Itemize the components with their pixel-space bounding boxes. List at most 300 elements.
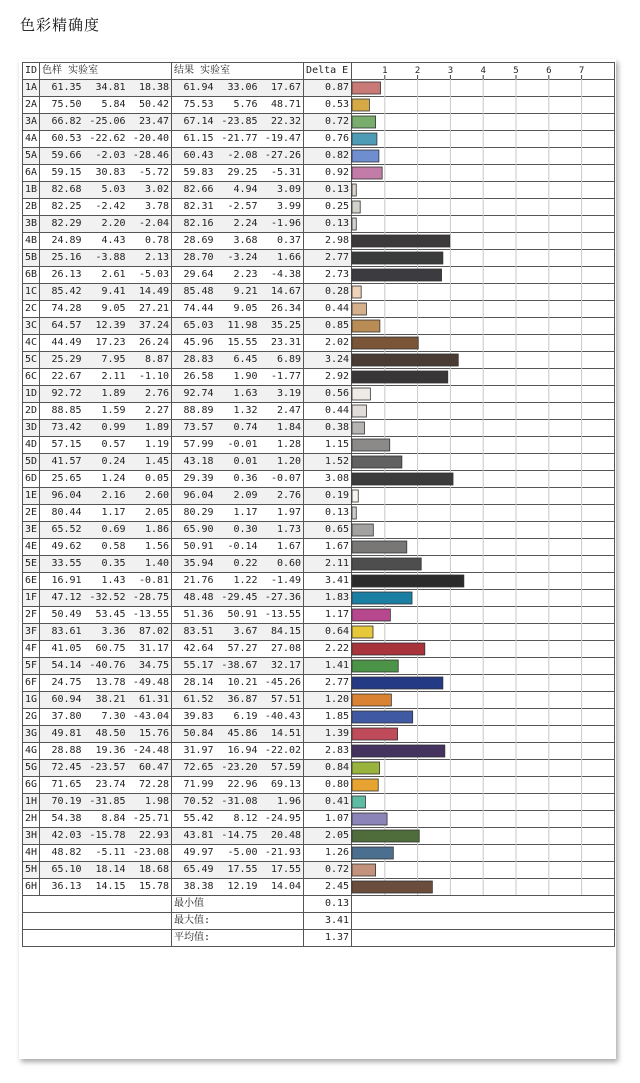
row-id: 3A: [23, 114, 40, 131]
delta-e-value: 3.08: [304, 471, 352, 488]
result-lab-value: 50.84: [172, 726, 216, 743]
sample-lab-value: 48.82: [40, 845, 84, 862]
sample-lab-value: 1.17: [84, 505, 128, 522]
tick-label: 3: [447, 66, 454, 76]
result-lab-value: 72.65: [172, 760, 216, 777]
sample-lab-value: 53.45: [84, 607, 128, 624]
row-id: 4D: [23, 437, 40, 454]
bar: [352, 507, 356, 519]
bar: [352, 881, 432, 893]
bar: [352, 235, 450, 247]
result-lab-value: 70.52: [172, 794, 216, 811]
result-lab-value: 14.51: [260, 726, 304, 743]
sample-lab-value: 12.39: [84, 318, 128, 335]
bar: [352, 320, 380, 332]
result-lab-value: 38.38: [172, 879, 216, 896]
sample-lab-value: 2.27: [128, 403, 172, 420]
delta-e-value: 1.41: [304, 658, 352, 675]
row-id: 2C: [23, 301, 40, 318]
bar: [352, 405, 366, 417]
row-id: 4C: [23, 335, 40, 352]
row-id: 4A: [23, 131, 40, 148]
sample-lab-value: -0.81: [128, 573, 172, 590]
result-lab-value: -40.43: [260, 709, 304, 726]
sample-lab-value: 1.86: [128, 522, 172, 539]
row-id: 6A: [23, 165, 40, 182]
summary-label: 最大值:: [172, 913, 304, 930]
sample-lab-value: 42.03: [40, 828, 84, 845]
result-lab-value: 1.66: [260, 250, 304, 267]
result-lab-value: -0.07: [260, 471, 304, 488]
summary-value: 0.13: [304, 896, 352, 913]
sample-lab-value: -1.10: [128, 369, 172, 386]
result-lab-value: -23.85: [216, 114, 260, 131]
bar: [352, 592, 412, 604]
result-lab-value: 4.94: [216, 182, 260, 199]
sample-lab-value: 48.50: [84, 726, 128, 743]
result-lab-value: 96.04: [172, 488, 216, 505]
result-lab-value: 85.48: [172, 284, 216, 301]
result-lab-value: 22.32: [260, 114, 304, 131]
result-lab-value: 74.44: [172, 301, 216, 318]
result-lab-value: -27.36: [260, 590, 304, 607]
row-id: 3G: [23, 726, 40, 743]
sample-lab-value: 80.44: [40, 505, 84, 522]
row-id: 4F: [23, 641, 40, 658]
result-lab-value: 12.19: [216, 879, 260, 896]
delta-e-value: 0.44: [304, 403, 352, 420]
result-lab-value: 61.15: [172, 131, 216, 148]
result-lab-value: 33.06: [216, 80, 260, 97]
sample-lab-value: 26.24: [128, 335, 172, 352]
sample-lab-value: 60.53: [40, 131, 84, 148]
sample-lab-value: 87.02: [128, 624, 172, 641]
bar: [352, 473, 453, 485]
result-lab-value: -2.08: [216, 148, 260, 165]
result-lab-value: 17.55: [216, 862, 260, 879]
bar: [352, 167, 382, 179]
result-lab-value: -0.01: [216, 437, 260, 454]
delta-e-value: 2.45: [304, 879, 352, 896]
bar: [352, 779, 378, 791]
result-lab-value: 1.17: [216, 505, 260, 522]
sample-lab-value: 7.95: [84, 352, 128, 369]
sample-lab-value: 41.05: [40, 641, 84, 658]
bar: [352, 371, 448, 383]
result-lab-value: 2.24: [216, 216, 260, 233]
sample-lab-value: 17.23: [84, 335, 128, 352]
sample-lab-value: 66.82: [40, 114, 84, 131]
result-lab-value: 35.94: [172, 556, 216, 573]
result-lab-value: 61.52: [172, 692, 216, 709]
result-lab-value: 14.67: [260, 284, 304, 301]
sample-lab-value: 49.62: [40, 539, 84, 556]
delta-e-value: 0.72: [304, 114, 352, 131]
sample-lab-value: -28.75: [128, 590, 172, 607]
sample-lab-value: 50.42: [128, 97, 172, 114]
result-lab-value: 92.74: [172, 386, 216, 403]
result-lab-value: 1.28: [260, 437, 304, 454]
sample-lab-value: 1.56: [128, 539, 172, 556]
result-lab-value: -38.67: [216, 658, 260, 675]
sample-lab-value: 92.72: [40, 386, 84, 403]
result-lab-value: 75.53: [172, 97, 216, 114]
result-lab-value: -14.75: [216, 828, 260, 845]
sample-lab-value: 88.85: [40, 403, 84, 420]
sample-lab-value: 60.75: [84, 641, 128, 658]
sample-lab-value: -15.78: [84, 828, 128, 845]
result-lab-value: 45.96: [172, 335, 216, 352]
result-lab-value: 0.60: [260, 556, 304, 573]
sample-lab-value: 22.93: [128, 828, 172, 845]
sample-lab-value: 37.80: [40, 709, 84, 726]
result-lab-value: 42.64: [172, 641, 216, 658]
row-id: 5C: [23, 352, 40, 369]
result-lab-value: 2.76: [260, 488, 304, 505]
result-lab-value: 2.47: [260, 403, 304, 420]
bar: [352, 660, 398, 672]
result-lab-value: 28.83: [172, 352, 216, 369]
result-lab-value: 3.09: [260, 182, 304, 199]
result-lab-value: 49.97: [172, 845, 216, 862]
bar: [352, 609, 390, 621]
sample-lab-value: 83.61: [40, 624, 84, 641]
sample-lab-value: 1.45: [128, 454, 172, 471]
result-lab-value: -5.31: [260, 165, 304, 182]
sample-lab-value: -49.48: [128, 675, 172, 692]
result-lab-value: -2.57: [216, 199, 260, 216]
header-sample-lab: 色样 实验室: [40, 63, 172, 80]
sample-lab-value: 14.15: [84, 879, 128, 896]
bar: [352, 677, 443, 689]
result-lab-value: 5.76: [216, 97, 260, 114]
sample-lab-value: 0.78: [128, 233, 172, 250]
result-lab-value: -24.95: [260, 811, 304, 828]
result-lab-value: -3.24: [216, 250, 260, 267]
bar: [352, 575, 464, 587]
delta-e-value: 0.80: [304, 777, 352, 794]
result-lab-value: 83.51: [172, 624, 216, 641]
sample-lab-value: 2.20: [84, 216, 128, 233]
sample-lab-value: 50.49: [40, 607, 84, 624]
row-id: 6B: [23, 267, 40, 284]
bar: [352, 745, 445, 757]
row-id: 3C: [23, 318, 40, 335]
row-id: 6D: [23, 471, 40, 488]
sample-lab-value: 2.05: [128, 505, 172, 522]
bar: [352, 150, 379, 162]
sample-lab-value: 41.57: [40, 454, 84, 471]
result-lab-value: -27.26: [260, 148, 304, 165]
sample-lab-value: 15.78: [128, 879, 172, 896]
delta-e-value: 0.87: [304, 80, 352, 97]
sample-lab-value: -28.46: [128, 148, 172, 165]
sample-lab-value: 54.14: [40, 658, 84, 675]
bar: [352, 133, 377, 145]
delta-e-value: 1.39: [304, 726, 352, 743]
result-lab-value: -29.45: [216, 590, 260, 607]
row-id: 6F: [23, 675, 40, 692]
bar: [352, 762, 380, 774]
result-lab-value: 32.17: [260, 658, 304, 675]
sample-lab-value: 74.28: [40, 301, 84, 318]
bar: [352, 728, 398, 740]
result-lab-value: 84.15: [260, 624, 304, 641]
sample-lab-value: 3.36: [84, 624, 128, 641]
sample-lab-value: 1.98: [128, 794, 172, 811]
result-lab-value: 67.14: [172, 114, 216, 131]
sample-lab-value: 2.11: [84, 369, 128, 386]
bar: [352, 184, 356, 196]
bar: [352, 643, 425, 655]
bar: [352, 218, 356, 230]
bar: [352, 99, 369, 111]
result-lab-value: 82.16: [172, 216, 216, 233]
delta-e-value: 2.98: [304, 233, 352, 250]
sample-lab-value: -5.03: [128, 267, 172, 284]
sample-lab-value: 60.94: [40, 692, 84, 709]
sample-lab-value: -40.76: [84, 658, 128, 675]
result-lab-value: 43.81: [172, 828, 216, 845]
result-lab-value: 29.64: [172, 267, 216, 284]
sample-lab-value: 2.16: [84, 488, 128, 505]
row-id: 5H: [23, 862, 40, 879]
bar: [352, 456, 402, 468]
result-lab-value: 1.22: [216, 573, 260, 590]
sample-lab-value: -2.42: [84, 199, 128, 216]
row-id: 2G: [23, 709, 40, 726]
delta-e-value: 0.13: [304, 182, 352, 199]
result-lab-value: 71.99: [172, 777, 216, 794]
sample-lab-value: 7.30: [84, 709, 128, 726]
result-lab-value: 23.31: [260, 335, 304, 352]
row-id: 3E: [23, 522, 40, 539]
result-lab-value: 69.13: [260, 777, 304, 794]
sample-lab-value: 27.21: [128, 301, 172, 318]
delta-e-value: 2.05: [304, 828, 352, 845]
result-lab-value: -4.38: [260, 267, 304, 284]
sample-lab-value: 23.47: [128, 114, 172, 131]
row-id: 6C: [23, 369, 40, 386]
result-lab-value: 6.89: [260, 352, 304, 369]
sample-lab-value: 25.16: [40, 250, 84, 267]
row-id: 5B: [23, 250, 40, 267]
sample-lab-value: 85.42: [40, 284, 84, 301]
sample-lab-value: 22.67: [40, 369, 84, 386]
delta-e-value: 2.22: [304, 641, 352, 658]
row-id: 5D: [23, 454, 40, 471]
row-id: 1D: [23, 386, 40, 403]
bar: [352, 82, 381, 94]
result-lab-value: 0.01: [216, 454, 260, 471]
sample-lab-value: 18.38: [128, 80, 172, 97]
result-lab-value: -45.26: [260, 675, 304, 692]
row-id: 1B: [23, 182, 40, 199]
result-lab-value: 1.84: [260, 420, 304, 437]
delta-e-value: 0.76: [304, 131, 352, 148]
sample-lab-value: 19.36: [84, 743, 128, 760]
result-lab-value: -23.20: [216, 760, 260, 777]
result-lab-value: 8.12: [216, 811, 260, 828]
result-lab-value: -0.14: [216, 539, 260, 556]
result-lab-value: 28.70: [172, 250, 216, 267]
result-lab-value: 15.55: [216, 335, 260, 352]
delta-e-value: 0.72: [304, 862, 352, 879]
row-id: 1C: [23, 284, 40, 301]
bar: [352, 422, 364, 434]
result-lab-value: 50.91: [172, 539, 216, 556]
delta-e-value: 1.15: [304, 437, 352, 454]
page-title: 色彩精确度: [20, 16, 101, 34]
delta-e-value: 0.53: [304, 97, 352, 114]
sample-lab-value: 4.43: [84, 233, 128, 250]
result-lab-value: -21.93: [260, 845, 304, 862]
result-lab-value: 1.90: [216, 369, 260, 386]
delta-e-value: 3.24: [304, 352, 352, 369]
result-lab-value: -1.96: [260, 216, 304, 233]
result-lab-value: 45.86: [216, 726, 260, 743]
summary-label: 平均值:: [172, 930, 304, 947]
result-lab-value: 0.22: [216, 556, 260, 573]
sample-lab-value: 2.60: [128, 488, 172, 505]
result-lab-value: 57.51: [260, 692, 304, 709]
sample-lab-value: 26.13: [40, 267, 84, 284]
sample-lab-value: 28.88: [40, 743, 84, 760]
delta-e-value: 0.85: [304, 318, 352, 335]
row-id: 4B: [23, 233, 40, 250]
delta-e-value: 0.92: [304, 165, 352, 182]
sample-lab-value: -22.62: [84, 131, 128, 148]
result-lab-value: 3.67: [216, 624, 260, 641]
result-lab-value: 22.96: [216, 777, 260, 794]
row-id: 3D: [23, 420, 40, 437]
result-lab-value: -21.77: [216, 131, 260, 148]
sample-lab-value: 23.74: [84, 777, 128, 794]
result-lab-value: 31.97: [172, 743, 216, 760]
result-lab-value: 55.17: [172, 658, 216, 675]
result-lab-value: 1.73: [260, 522, 304, 539]
delta-e-value: 2.73: [304, 267, 352, 284]
sample-lab-value: 82.25: [40, 199, 84, 216]
result-lab-value: 65.03: [172, 318, 216, 335]
row-id: 6E: [23, 573, 40, 590]
result-lab-value: 2.09: [216, 488, 260, 505]
sample-lab-value: 18.14: [84, 862, 128, 879]
delta-e-value: 2.02: [304, 335, 352, 352]
sample-lab-value: 9.05: [84, 301, 128, 318]
delta-e-value: 0.82: [304, 148, 352, 165]
header-delta-e: Delta E: [304, 63, 352, 80]
result-lab-value: 2.23: [216, 267, 260, 284]
sample-lab-value: 24.75: [40, 675, 84, 692]
sample-lab-value: 2.13: [128, 250, 172, 267]
result-lab-value: -1.77: [260, 369, 304, 386]
summary-blank: [23, 896, 172, 913]
result-lab-value: 3.19: [260, 386, 304, 403]
delta-e-value: 0.65: [304, 522, 352, 539]
sample-lab-value: 49.81: [40, 726, 84, 743]
result-lab-value: 27.08: [260, 641, 304, 658]
sample-lab-value: 33.55: [40, 556, 84, 573]
sample-lab-value: -25.06: [84, 114, 128, 131]
result-lab-value: 35.25: [260, 318, 304, 335]
sample-lab-value: 3.78: [128, 199, 172, 216]
result-lab-value: 17.67: [260, 80, 304, 97]
result-lab-value: -13.55: [260, 607, 304, 624]
sample-lab-value: 31.17: [128, 641, 172, 658]
sample-lab-value: 24.89: [40, 233, 84, 250]
result-lab-value: 21.76: [172, 573, 216, 590]
delta-e-value: 0.13: [304, 216, 352, 233]
row-id: 5G: [23, 760, 40, 777]
sample-lab-value: 64.57: [40, 318, 84, 335]
row-id: 2D: [23, 403, 40, 420]
sample-lab-value: -23.08: [128, 845, 172, 862]
result-lab-value: 3.99: [260, 199, 304, 216]
sample-lab-value: 8.84: [84, 811, 128, 828]
result-lab-value: 57.59: [260, 760, 304, 777]
sample-lab-value: 37.24: [128, 318, 172, 335]
bar: [352, 558, 421, 570]
result-lab-value: 48.71: [260, 97, 304, 114]
bar: [352, 269, 442, 281]
result-lab-value: 80.29: [172, 505, 216, 522]
delta-e-value: 3.41: [304, 573, 352, 590]
sample-lab-value: 16.91: [40, 573, 84, 590]
result-lab-value: 61.94: [172, 80, 216, 97]
result-lab-value: 1.20: [260, 454, 304, 471]
delta-e-value: 1.26: [304, 845, 352, 862]
row-id: 3F: [23, 624, 40, 641]
bar: [352, 796, 365, 808]
sample-lab-value: 65.52: [40, 522, 84, 539]
sample-lab-value: 1.59: [84, 403, 128, 420]
row-id: 3B: [23, 216, 40, 233]
result-lab-value: 0.74: [216, 420, 260, 437]
sample-lab-value: 2.61: [84, 267, 128, 284]
result-lab-value: 50.91: [216, 607, 260, 624]
bar: [352, 830, 419, 842]
result-lab-value: 10.21: [216, 675, 260, 692]
delta-e-value: 0.44: [304, 301, 352, 318]
sample-lab-value: 25.29: [40, 352, 84, 369]
sample-lab-value: 75.50: [40, 97, 84, 114]
result-lab-value: 0.30: [216, 522, 260, 539]
sample-lab-value: 72.28: [128, 777, 172, 794]
sample-lab-value: -2.04: [128, 216, 172, 233]
sample-lab-value: -43.04: [128, 709, 172, 726]
sample-lab-value: 34.81: [84, 80, 128, 97]
bar: [352, 524, 373, 536]
delta-e-value: 0.38: [304, 420, 352, 437]
bar: [352, 252, 443, 264]
sample-lab-value: 38.21: [84, 692, 128, 709]
delta-e-value: 1.17: [304, 607, 352, 624]
result-lab-value: -22.02: [260, 743, 304, 760]
sample-lab-value: 1.40: [128, 556, 172, 573]
header-id: ID: [23, 63, 40, 80]
sample-lab-value: 59.66: [40, 148, 84, 165]
sample-lab-value: -13.55: [128, 607, 172, 624]
result-lab-value: 28.14: [172, 675, 216, 692]
delta-e-value: 2.77: [304, 675, 352, 692]
sample-lab-value: 9.41: [84, 284, 128, 301]
delta-e-value: 1.07: [304, 811, 352, 828]
sample-lab-value: 0.69: [84, 522, 128, 539]
result-lab-value: 73.57: [172, 420, 216, 437]
delta-e-value: 0.28: [304, 284, 352, 301]
sample-lab-value: 47.12: [40, 590, 84, 607]
